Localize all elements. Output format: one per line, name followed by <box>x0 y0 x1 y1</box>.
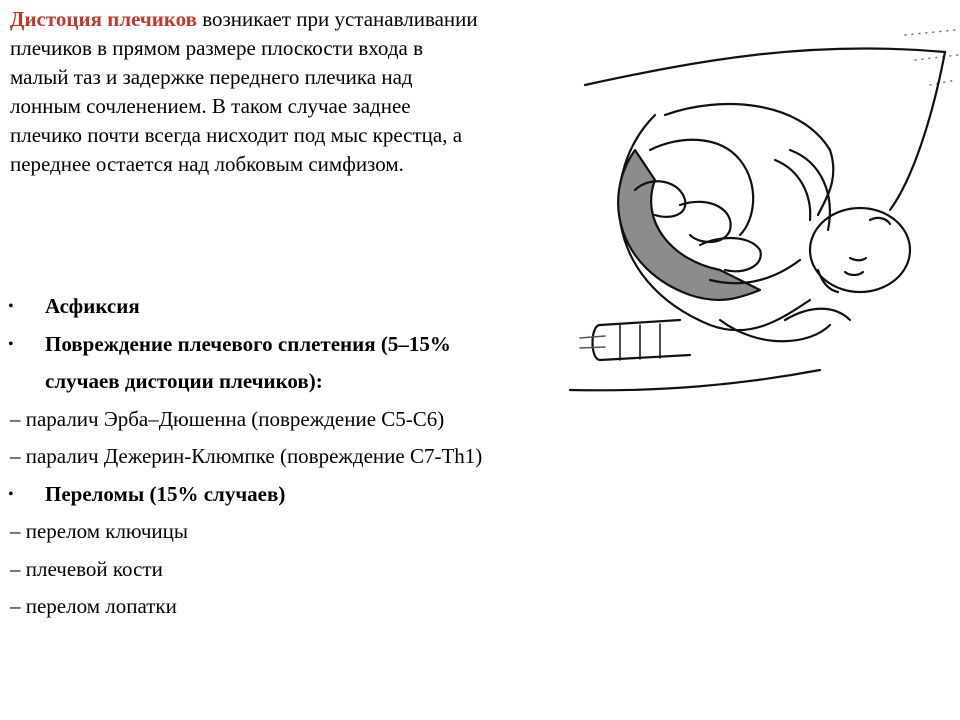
list-item-text: – паралич Эрба–Дюшенна (повреждение С5-С6) <box>10 406 445 431</box>
list-item <box>0 513 640 551</box>
list-item-text: – перелом лопатки <box>10 594 177 618</box>
list-item <box>0 401 640 439</box>
list-item <box>0 326 640 364</box>
intro-paragraph <box>10 5 480 179</box>
list-item-text: Повреждение плечевого сплетения (5–15% <box>45 331 451 356</box>
list-item-text: – перелом ключицы <box>10 519 188 543</box>
list-item <box>0 588 640 626</box>
list-item-text: Асфиксия <box>45 294 140 318</box>
list-item <box>0 363 640 401</box>
list-item-text: – паралич Дежерин-Клюмпке (повреждение С7-Th1) <box>10 444 483 468</box>
intro-text: возникает при устанавливании плечиков в прямом размере плоскости входа в малый таз и задержке переднего плечика над лонным сочленением. В таком случае заднее плечико почти всегда нисходит под мыс крестца, а переднее остается над лобковым симфизом. <box>10 7 478 176</box>
list-item-text: – плечевой кости <box>10 556 163 581</box>
list-item <box>0 288 640 326</box>
bullet-icon: • <box>8 335 14 353</box>
intro-lead-term: Дистоция плечиков <box>10 7 197 31</box>
list-item-text: случаев дистоции плечиков): <box>45 369 323 393</box>
list-item <box>0 476 640 514</box>
bullet-icon: • <box>8 485 14 503</box>
list-item <box>0 438 640 476</box>
bullet-list <box>0 288 640 626</box>
list-item-text: Переломы (15% случаев) <box>45 481 286 506</box>
list-item <box>0 551 640 589</box>
bullet-icon: • <box>8 298 14 315</box>
